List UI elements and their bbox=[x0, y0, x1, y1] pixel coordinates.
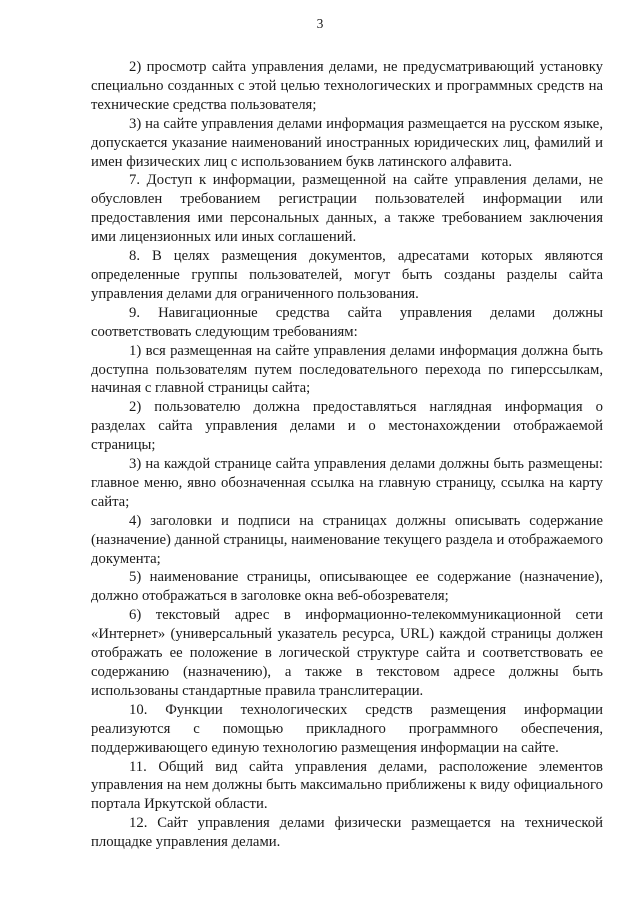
paragraph-9-item-6-url: 6) текстовый адрес в информационно-телекоммуникационной сети «Интернет» (универсальный указатель ресурса, URL) каждой страницы должен отображать ее положение в логической структуре сайта и соответствовать ее содержанию (назначению), а также в текстовом адресе должны быть использованы стандартные правила транслитерации. bbox=[91, 607, 603, 699]
paragraph-9-item-2-section-info: 2) пользователю должна предоставляться наглядная информация о разделах сайта управления делами и о местонахождении отображаемой страницы; bbox=[91, 399, 603, 454]
paragraph-item-2-view-site: 2) просмотр сайта управления делами, не предусматривающий установку специально созданных с этой целью технологических и программных средств на технические средства пользователя; bbox=[91, 59, 603, 113]
paragraph-9-navigation-requirements: 9. Навигационные средства сайта управления делами должны соответствовать следующим требованиям: bbox=[91, 304, 603, 340]
paragraph-12-hosting: 12. Сайт управления делами физически размещается на технической площадке управления делами. bbox=[91, 815, 603, 851]
paragraph-item-3-russian-language: 3) на сайте управления делами информация размещается на русском языке, допускается указание наименований иностранных юридических лиц, фамилий и имен физических лиц с использованием букв латинского алфавита. bbox=[91, 115, 603, 170]
paragraph-10-software-functions: 10. Функции технологических средств размещения информации реализуются с помощью прикладного программного обеспечения, поддерживающего единую технологию размещения информации на сайте. bbox=[91, 701, 603, 756]
paragraph-7-access-to-information: 7. Доступ к информации, размещенной на сайте управления делами, не обусловлен требованием регистрации пользователей информации или предоставления ими персональных данных, а также требованием заключения ими лицензионных или иных соглашений. bbox=[91, 172, 603, 246]
paragraph-11-site-appearance: 11. Общий вид сайта управления делами, расположение элементов управления на нем должны быть максимально приближены к виду официального портала Иркутской области. bbox=[91, 758, 603, 813]
page-number: 3 bbox=[316, 16, 324, 31]
document-body bbox=[91, 58, 603, 852]
paragraph-9-item-4-headings: 4) заголовки и подписи на страницах должны описывать содержание (назначение) данной страницы, наименование текущего раздела и отображаемого документа; bbox=[91, 512, 603, 567]
paragraph-9-item-3-main-menu: 3) на каждой странице сайта управления делами должны быть размещены: главное меню, явно обозначенная ссылка на главную страницу, ссылка на карту сайта; bbox=[91, 456, 603, 510]
paragraph-9-item-5-window-title: 5) наименование страницы, описывающее ее содержание (назначение), должно отображаться в заголовке окна веб-обозревателя; bbox=[91, 569, 603, 605]
paragraph-9-item-1-hyperlinks: 1) вся размещенная на сайте управления делами информация должна быть доступна пользователям путем последовательного перехода по гиперссылкам, начиная с главной страницы сайта; bbox=[91, 342, 603, 397]
paragraph-8-restricted-sections: 8. В целях размещения документов, адресатами которых являются определенные группы пользователей, могут быть созданы разделы сайта управления делами для ограниченного пользования. bbox=[91, 248, 603, 302]
